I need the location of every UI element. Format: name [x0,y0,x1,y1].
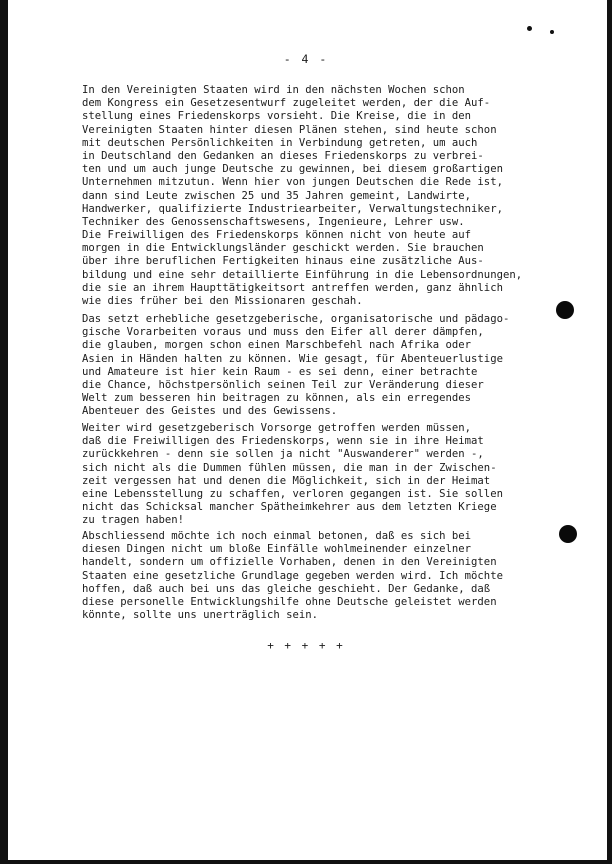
text-line: Abschliessend möchte ich noch einmal betonen, daß es sich bei [82,530,472,542]
text-line: Weiter wird gesetzgeberisch Vorsorge getroffen werden müssen, [82,422,472,434]
text-line: diesen Dingen nicht um bloße Einfälle wohlmeinender einzelner [82,543,472,556]
text-line: gische Vorarbeiten voraus und muss den Eifer all derer dämpfen, [82,326,484,339]
scan-border-left [0,0,8,864]
text-line: Vereinigten Staaten hinter diesen Plänen stehen, sind heute schon [82,123,497,136]
text-line: Staaten eine gesetzliche Grundlage gegeben werden wird. Ich möchte [82,569,503,582]
text-line: bildung und eine sehr detaillierte Einführung in die Lebensordnungen, [82,268,523,281]
text-line: sich nicht als die Dummen fühlen müssen, die man in der Zwischen- [82,461,497,474]
scan-border-bottom [0,860,612,864]
text-line: Abenteuer des Geistes und des Gewissens. [82,405,338,418]
text-line: Welt zum besseren hin beitragen zu können, als ein erregendes [82,392,472,405]
text-line: in Deutschland den Gedanken an dieses Friedenskorps zu verbrei- [82,149,484,162]
text-line: In den Vereinigten Staaten wird in den nächsten Wochen schon [82,84,465,96]
text-line: mit deutschen Persönlichkeiten in Verbindung getreten, um auch [82,136,478,149]
page-number: - 4 - [283,52,329,66]
text-line: die glauben, morgen schon einen Marschbefehl nach Afrika oder [82,339,472,352]
text-line: über ihre beruflichen Fertigkeiten hinaus eine zusätzliche Aus- [82,255,484,268]
paragraph-2 [82,229,592,308]
text-line: dann sind Leute zwischen 25 und 35 Jahren gemeint, Landwirte, [82,189,472,202]
text-line: zeit vergessen hat und denen die Möglichkeit, sich in der Heimat [82,474,491,487]
text-line: Das setzt erhebliche gesetzgeberische, organisatorische und pädago- [82,313,510,325]
text-line: Asien in Händen halten zu können. Wie gesagt, für Abenteuerlustige [82,352,503,365]
text-line: und Amateure ist hier kein Raum - es sei denn, einer betrachte [82,365,478,378]
text-line: Unternehmen mitzutun. Wenn hier von jungen Deutschen die Rede ist, [82,176,503,189]
text-line: zu tragen haben! [82,514,185,527]
text-line: diese personelle Entwicklungshilfe ohne Deutsche geleistet werden [82,595,497,608]
scan-border-right [607,0,612,864]
text-line: Die Freiwilligen des Friedenskorps können nicht von heute auf [82,229,472,241]
paragraph-5 [82,530,592,622]
text-line: nicht das Schicksal mancher Spätheimkehrer aus dem letzten Kriege [82,501,497,514]
text-line: daß die Freiwilligen des Friedenskorps, wenn sie in ihre Heimat [82,435,484,448]
paragraph-3 [82,313,592,419]
text-line: die Chance, höchstpersönlich seinen Teil zur Veränderung dieser [82,378,484,391]
text-line: eine Lebensstellung zu schaffen, verloren gegangen ist. Sie sollen [82,487,503,500]
text-line: die sie an ihrem Haupttätigkeitsort antreffen werden, ganz ähnlich [82,281,503,294]
paragraph-4 [82,422,592,528]
scan-speck [527,26,532,31]
closing-mark: + + + + + [267,639,345,652]
text-line: könnte, sollte uns unerträglich sein. [82,609,318,622]
text-line: ten und um auch junge Deutsche zu gewinnen, bei diesem großartigen [82,163,503,176]
text-line: dem Kongress ein Gesetzesentwurf zugeleitet werden, der die Auf- [82,97,491,110]
text-line: handelt, sondern um offizielle Vorhaben, denen in den Vereinigten [82,556,497,569]
paragraph-1 [82,84,592,229]
text-line: wie dies früher bei den Missionaren geschah. [82,294,363,307]
text-line: stellung eines Friedenskorps vorsieht. Die Kreise, die in den [82,110,472,123]
text-line: morgen in die Entwicklungsländer geschickt werden. Sie brauchen [82,242,484,255]
text-line: Techniker des Genossenschaftswesens, Ingenieure, Lehrer usw. [82,215,465,228]
text-line: zurückkehren - denn sie sollen ja nicht "Auswanderer" werden -, [82,448,484,461]
scan-speck [550,30,554,34]
text-line: hoffen, daß auch bei uns das gleiche geschieht. Der Gedanke, daß [82,582,491,595]
text-line: Handwerker, qualifizierte Industriearbeiter, Verwaltungstechniker, [82,202,503,215]
